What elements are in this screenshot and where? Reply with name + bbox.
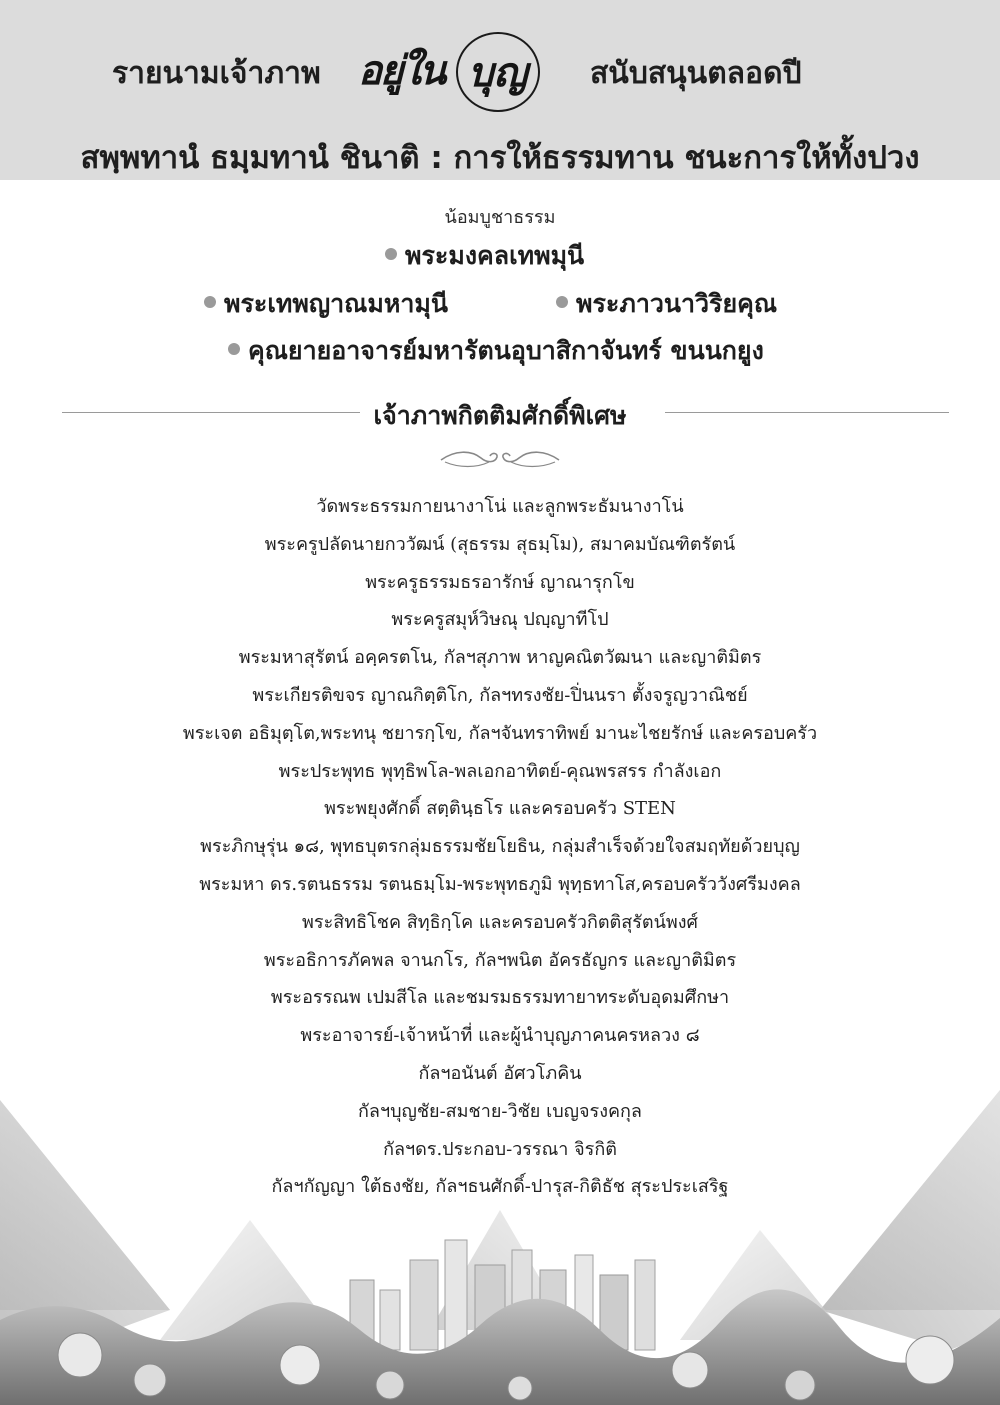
logo [350, 30, 580, 112]
sponsor-item: วัดพระธรรมกายนางาโน่ และลูกพระธัมนางาโน่ [316, 496, 684, 517]
sponsor-item: กัลฯกัญญา ใต้ธงชัย, กัลฯธนศักดิ์-ปารุส-กิติธัช สุระประเสริฐ [271, 1176, 729, 1198]
sponsor-item: พระครูปลัดนายกววัฒน์ (สุธรรม สุธมฺโม), สมาคมบัณฑิตรัตน์ [264, 533, 736, 555]
crystal-landscape-background [0, 1090, 1000, 1405]
sponsor-item: พระประพุทธ พุทฺธิพโล-พลเอกอาทิตย์-คุณพรสรร กำลังเอก [278, 760, 722, 782]
sponsor-item: กัลฯบุญชัย-สมชาย-วิชัย เบญจรงคกุล [358, 1100, 642, 1122]
bullet-icon [556, 296, 568, 308]
sponsor-item: พระสิทธิโชค สิทฺธิกฺโค และครอบครัวกิตติสุรัตน์พงศ์ [302, 911, 698, 933]
honoree-name: คุณยายอาจารย์มหารัตนอุบาสิกาจันทร์ ขนนกยูง [248, 336, 764, 365]
bullet-icon [228, 343, 240, 355]
header-left-text: รายนามเจ้าภาพ [112, 56, 321, 91]
honoree-item [385, 236, 584, 276]
header-right-text: สนับสนุนตลอดปี [590, 56, 802, 91]
logo-text-second: บุญ [468, 49, 528, 96]
honoree-item [204, 284, 448, 324]
sponsor-item: พระอธิการภัคพล จานกโร, กัลฯพนิต อัครธัญกร และญาติมิตร [263, 949, 737, 971]
honoree-name: พระมงคลเทพมุนี [405, 241, 585, 270]
sponsor-item: พระมหาสุรัตน์ อคฺครตโน, กัลฯสุภาพ หาญคณิตวัฒนา และญาติมิตร [238, 647, 762, 669]
sponsor-item: กัลฯอนันต์ อัศวโภคิน [418, 1062, 582, 1084]
sponsor-item: พระพยุงศักดิ์ สตฺตินฺธโร และครอบครัว STEN [324, 798, 676, 820]
honoree-name: พระภาวนาวิริยคุณ [576, 289, 778, 318]
honoree-item [556, 284, 777, 324]
sponsor-item: กัลฯดร.ประกอบ-วรรณา จิรกิติ [383, 1138, 617, 1160]
sponsor-item: พระเกียรติขจร ญาณกิตฺติโก, กัลฯทรงชัย-ปิ่นนรา ตั้งจรูญวาณิชย์ [252, 684, 748, 706]
bullet-icon [204, 296, 216, 308]
header-title-row [0, 30, 1000, 110]
motto: สพฺพทานํ ธมฺมทานํ ชินาติ : การให้ธรรมทาน ชนะการให้ทั้งปวง [80, 140, 920, 176]
sponsor-item: พระอาจารย์-เจ้าหน้าที่ และผู้นำบุญภาคนครหลวง ๘ [300, 1025, 700, 1047]
honoree-name: พระเทพญาณมหามุนี [224, 289, 448, 318]
section-title: เจ้าภาพกิตติมศักดิ์พิเศษ [373, 401, 627, 430]
sponsor-item: พระอรรณพ เปมสีโล และชมรมธรรมทายาทระดับอุดมศึกษา [270, 987, 730, 1009]
ornament-flourish-icon [437, 448, 563, 470]
logo-text-first: อยู่ใน [358, 47, 445, 94]
bullet-icon [385, 248, 397, 260]
dedication-label: น้อมบูชาธรรม [444, 207, 556, 228]
sponsor-item: พระมหา ดร.รตนธรรม รตนธมฺโม-พระพุทธภูมิ พุทฺธทาโส,ครอบครัววังศรีมงคล [199, 873, 801, 895]
sponsor-item: พระภิกษุรุ่น ๑๘, พุทธบุตรกลุ่มธรรมชัยโยธิน, กลุ่มสำเร็จด้วยใจสมฤทัยด้วยบุญ [200, 836, 800, 858]
sponsor-item: พระเจต อธิมุตฺโต,พระทนุ ชยารกฺโข, กัลฯจันทราทิพย์ มานะไชยรักษ์ และครอบครัว [182, 722, 818, 744]
sponsor-item: พระครูสมุห์วิษณุ ปญฺญาทีโป [391, 609, 609, 631]
sponsor-item: พระครูธรรมธรอารักษ์ ญาณารุกโข [365, 571, 635, 593]
honoree-item [228, 331, 764, 371]
